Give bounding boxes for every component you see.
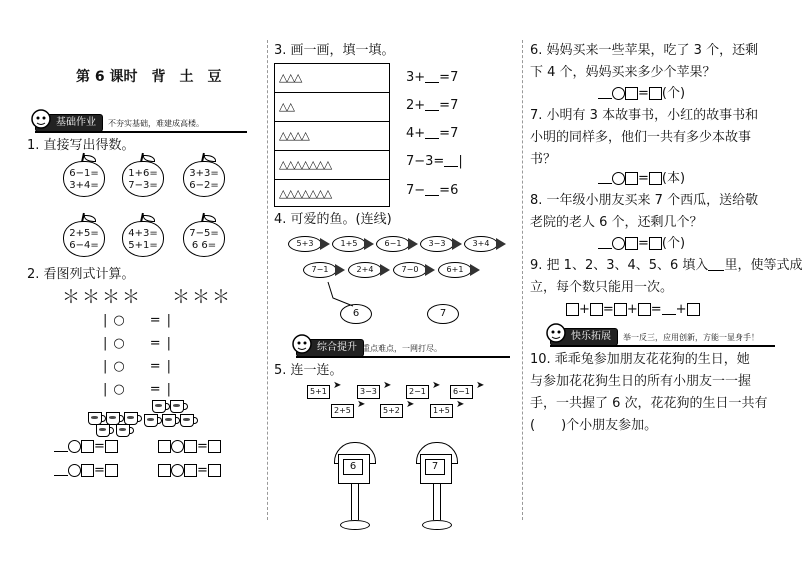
triangle-row: △△	[275, 93, 389, 122]
apple-expression: 3+3=	[189, 168, 219, 179]
card[interactable]: 1+5	[430, 404, 453, 418]
triangle-row: △△△	[275, 64, 389, 93]
card[interactable]: 2+5	[331, 404, 354, 418]
q6-line-1: 6. 妈妈买来一些苹果，吃了 3 个，还剩	[530, 43, 759, 58]
bird-icon: ➤	[476, 380, 485, 391]
section-badge-extension	[550, 328, 618, 346]
q6-line-2: 下 4 个，妈妈买来多少个苹果？	[530, 65, 716, 80]
apple-expression: 6 6=	[191, 240, 217, 251]
fish-label: 5+3	[296, 239, 314, 248]
fish[interactable]	[464, 236, 508, 252]
q7-line-2: 小明的同样多，他们一共有多少本故事	[530, 130, 752, 145]
q10-line-3: 手，一共握了 6 次，花花狗的生日一共有	[530, 396, 768, 411]
apple-card	[122, 155, 164, 197]
q6-answer: = (个)	[598, 85, 685, 103]
mascot-icon	[30, 107, 52, 131]
mailbox	[334, 442, 376, 542]
cup-icon	[162, 414, 176, 427]
apple-card	[183, 155, 225, 197]
q10-line-1: 10. 乖乖兔参加朋友花花狗的生日，她	[530, 352, 750, 367]
card[interactable]: 2−1	[406, 385, 429, 399]
triangle-row: △△△△△△△	[279, 187, 332, 200]
fish[interactable]	[438, 262, 482, 278]
card[interactable]: 5+2	[380, 404, 403, 418]
stars-left: ＊＊＊＊	[62, 287, 142, 308]
q10-line-2: 与参加花花狗生日的所有小朋友一一握	[530, 374, 752, 389]
section-rule-comprehensive	[296, 356, 510, 358]
apple-expression: 6−4=	[69, 240, 99, 251]
apple-expression: 3+4=	[69, 180, 99, 191]
cup-icon	[96, 424, 110, 437]
fish[interactable]	[393, 262, 437, 278]
q9-line-2: 立，每个数只能用一次。	[530, 280, 674, 295]
unit: (个)	[661, 236, 686, 251]
fish[interactable]	[420, 236, 464, 252]
q2-line: |○ =|	[103, 382, 177, 397]
fish-label: 7−1	[311, 265, 329, 274]
card[interactable]: 3−3	[357, 385, 380, 399]
apple-card	[63, 215, 105, 257]
mascot-icon	[545, 321, 567, 345]
fish-label: 1+5	[340, 239, 358, 248]
q3-equation: 7− =6	[406, 183, 459, 198]
q8-line-1: 8. 一年级小朋友买来 7 个西瓜，送给敬	[530, 193, 759, 208]
cup-icon	[152, 400, 166, 413]
apple-expression: 4+3=	[128, 228, 158, 239]
q4-label: 4. 可爱的鱼。(连线)	[274, 212, 392, 227]
apple-expression: 2+5=	[69, 228, 99, 239]
q5-label: 5. 连一连。	[274, 363, 343, 378]
equation-blank-row: =	[158, 462, 221, 480]
cup-icon	[170, 400, 184, 413]
fish[interactable]	[348, 262, 392, 278]
triangle-table	[274, 63, 390, 207]
fish[interactable]	[288, 236, 332, 252]
fish-label: 2+4	[356, 265, 374, 274]
fish-label: 6−1	[384, 239, 402, 248]
mailbox-number: 6	[343, 459, 363, 475]
bird-icon: ➤	[383, 380, 392, 391]
q7-answer: = (本)	[598, 170, 685, 188]
apple-expression: 7−3=	[128, 180, 158, 191]
equation-blank-row: =	[158, 438, 221, 456]
fish[interactable]	[332, 236, 376, 252]
apple-expression: 7−5=	[189, 228, 219, 239]
apple-expression: 5+1=	[128, 240, 158, 251]
apple-card	[183, 215, 225, 257]
q3-label: 3. 画一画，填一填。	[274, 43, 395, 58]
q3-equation: 4+ =7	[406, 126, 459, 141]
bird-icon: ➤	[333, 380, 342, 391]
q1-label: 1. 直接写出得数。	[27, 138, 135, 153]
column-divider-1	[267, 40, 268, 520]
fish-label: 6+1	[446, 265, 464, 274]
q8-answer: = (个)	[598, 235, 685, 253]
equation-blank-row: =	[54, 462, 118, 480]
q7-line-3: 书？	[530, 152, 557, 167]
section-rule-extension	[550, 345, 775, 347]
card[interactable]: 6−1	[450, 385, 473, 399]
cup-icon	[180, 414, 194, 427]
apple-expression: 6−1=	[69, 168, 99, 179]
unit: (本)	[661, 171, 686, 186]
q3-equation: 3+ =7	[406, 70, 459, 85]
answer-oval: 6	[340, 304, 372, 324]
section-rule-basic	[35, 131, 247, 133]
apple-expression: 6−2=	[189, 180, 219, 191]
fish-label: 3−3	[428, 239, 446, 248]
stars-right: ＊＊＊	[172, 287, 232, 308]
fish-label: 3+4	[472, 239, 490, 248]
apple-card	[63, 155, 105, 197]
card[interactable]: 5+1	[307, 385, 330, 399]
apple-expression: 1+6=	[128, 168, 158, 179]
q2-line: |○ =|	[103, 359, 177, 374]
section-title-comprehensive: 综合提升	[317, 342, 357, 353]
equation-blank-row: =	[54, 438, 118, 456]
mascot-icon	[291, 332, 313, 356]
bird-icon: ➤	[432, 380, 441, 391]
section-badge-basic	[35, 114, 103, 132]
cup-icon	[144, 414, 158, 427]
q2-label: 2. 看图列式计算。	[27, 267, 135, 282]
q3-equation: 7−3= |	[406, 154, 463, 169]
section-title-basic: 基础作业	[56, 117, 96, 128]
section-tagline-basic: 不夯实基础，难建成高楼。	[108, 119, 204, 128]
lesson-title: 第 6 课时 背 土 豆	[76, 69, 222, 85]
unit: (个)	[661, 86, 686, 101]
q10-line-4: ( )个小朋友参加。	[530, 418, 658, 433]
section-badge-comprehensive	[296, 339, 364, 357]
q3-equation: 2+ =7	[406, 98, 459, 113]
column-divider-2	[522, 40, 523, 520]
cup-icon	[116, 424, 130, 437]
q9-equation: + = + = +	[566, 301, 700, 319]
fish[interactable]	[303, 262, 347, 278]
section-tagline-extension: 举一反三，应用创新，方能一显身手！	[623, 333, 759, 342]
q2-line: |○ =|	[103, 336, 177, 351]
fish[interactable]	[376, 236, 420, 252]
mailbox	[416, 442, 458, 542]
q7-line-1: 7. 小明有 3 本故事书，小红的故事书和	[530, 108, 759, 123]
mailbox-number: 7	[425, 459, 445, 475]
section-title-extension: 快乐拓展	[571, 331, 611, 342]
triangle-row: △△△△	[275, 122, 389, 151]
answer-oval: 7	[427, 304, 459, 324]
triangle-row: △△△△△△△	[275, 151, 389, 180]
bird-icon: ➤	[456, 399, 465, 410]
q8-line-2: 老院的老人 6 个，还剩几个？	[530, 215, 703, 230]
section-tagline-comprehensive: 重点难点，一网打尽。	[362, 344, 442, 353]
q9-line-1: 9. 把 1、2、3、4、5、6 填入 里，使等式成	[530, 258, 802, 273]
q2-line: |○ =|	[103, 313, 177, 328]
bird-icon: ➤	[357, 399, 366, 410]
fish-label: 7−0	[401, 265, 419, 274]
apple-card	[122, 215, 164, 257]
bird-icon: ➤	[406, 399, 415, 410]
